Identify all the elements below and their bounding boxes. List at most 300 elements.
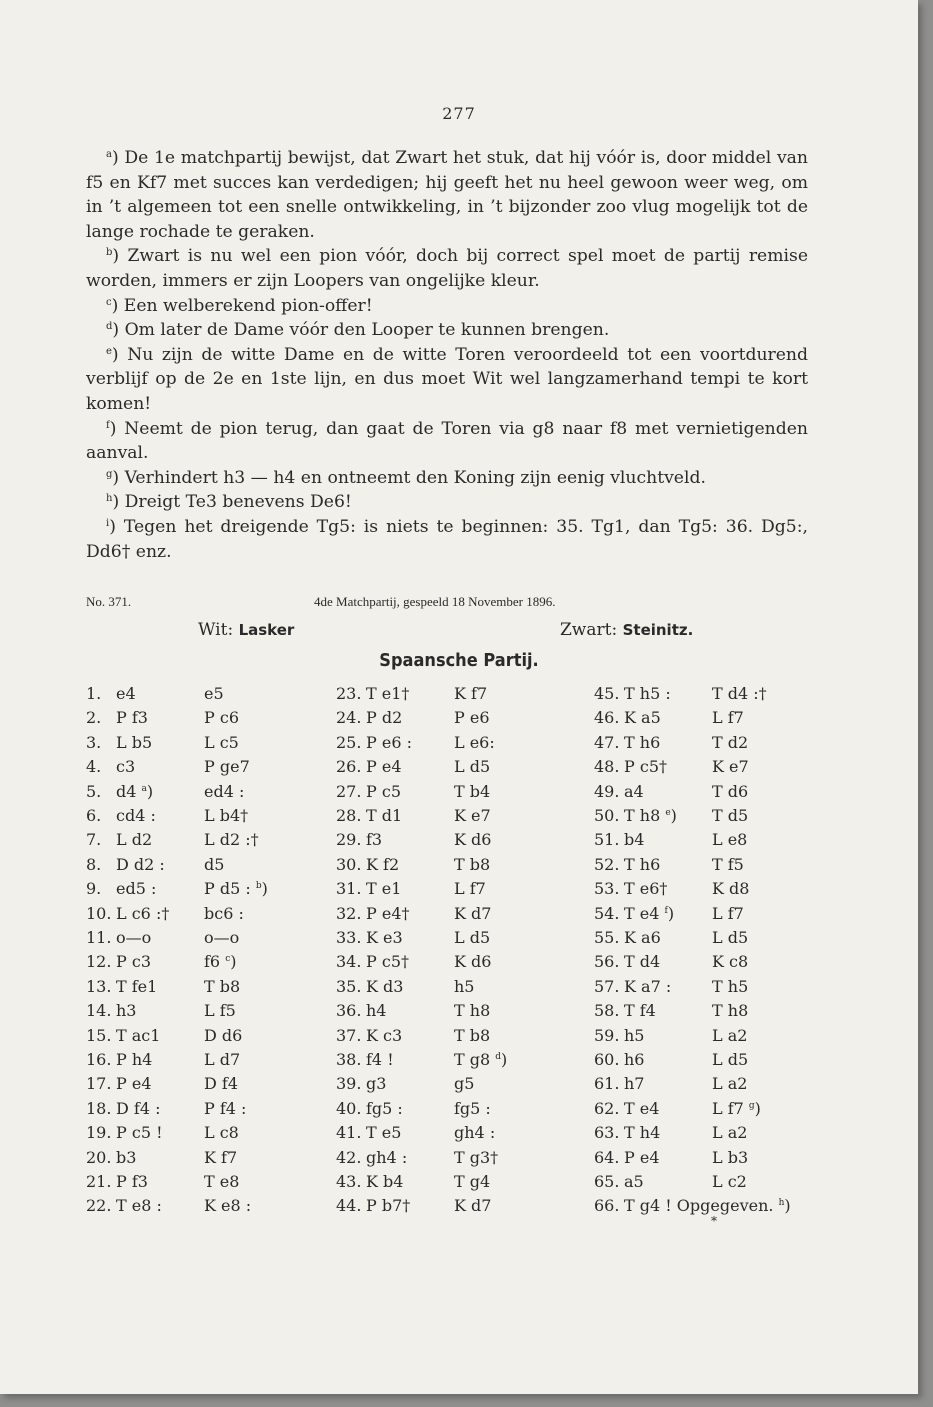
black-move-text: T d2 <box>712 732 749 752</box>
annotation-notes <box>86 146 808 564</box>
move-number-text: 54. <box>594 903 620 923</box>
move-number-text: 49. <box>594 781 620 801</box>
white-move-text: D f4 : <box>116 1098 161 1118</box>
black-move <box>712 1050 748 1069</box>
black-move <box>454 1099 491 1118</box>
move-number <box>336 1196 361 1215</box>
white-move <box>624 879 667 898</box>
move-number <box>336 782 361 801</box>
black-move <box>204 1123 239 1142</box>
white-move <box>366 782 401 801</box>
move-number <box>594 1050 619 1069</box>
move-row <box>594 1099 834 1123</box>
black-move-text: L d5 <box>712 928 749 947</box>
note-mark: i <box>106 517 110 529</box>
move-number-text: 32. <box>336 903 362 923</box>
move-number-text: 46. <box>594 708 620 728</box>
note-mark: f <box>106 419 110 431</box>
black-move-text: L d5 <box>454 757 491 777</box>
black-move-text: L d2 :† <box>204 830 259 850</box>
black-move-text: T e8 <box>204 1172 240 1191</box>
note-e: $^e$) Nu zijn de witte Dame en de witte Toren veroordeeld tot een voortdurend verblijf op de 2e en 1ste lijn, en dus moet Wit wel langzamerhand tempi te kort komen! <box>86 344 809 414</box>
white-move-text: P d2 <box>366 708 403 728</box>
move-number <box>594 1172 619 1191</box>
black-move: P d5 : $^b$) <box>204 879 268 899</box>
white-move-text: T e8 : <box>116 1196 162 1216</box>
white-move <box>366 1099 403 1118</box>
white-move-text: L b5 <box>116 732 153 752</box>
move-number-text: 25. <box>336 732 362 752</box>
move-row <box>594 1026 834 1050</box>
page-number: 277 <box>442 104 476 123</box>
white-move <box>624 1026 644 1045</box>
black-move <box>204 1099 246 1118</box>
white-move <box>366 806 402 825</box>
black-move-text: P f4 : <box>204 1098 247 1118</box>
move-number <box>86 757 101 776</box>
white-move-text: g3 <box>366 1074 387 1094</box>
white-move-text: P e4 <box>116 1074 152 1094</box>
white-move-text: h5 <box>624 1025 645 1045</box>
move-row <box>86 806 326 830</box>
move-row <box>86 1148 326 1172</box>
move-row <box>336 879 576 903</box>
note-mark: e <box>106 345 112 357</box>
white-move-text: b4 <box>624 830 645 850</box>
white-move-text: T f4 <box>624 1001 656 1021</box>
note-text: Zwart is nu wel een pion vóór, doch bij correct spel moet de partij remise worden, immers er zijn Loopers van ongelijke kleur. <box>86 246 809 291</box>
move-number <box>86 1026 111 1045</box>
move-row <box>594 757 834 781</box>
white-move <box>366 830 382 849</box>
white-move-text: T h8 <box>624 806 661 825</box>
move-number-text: 66. <box>594 1196 620 1216</box>
move-number <box>594 733 619 752</box>
game-number: No. 371. <box>86 594 132 609</box>
white-move <box>116 708 148 727</box>
white-move <box>624 757 667 776</box>
note-ref: c <box>225 954 231 965</box>
black-move-text: P ge7 <box>204 757 250 777</box>
game-event: 4de Matchpartij, gespeeld 18 November 1896. <box>314 594 556 609</box>
move-number <box>594 1148 619 1167</box>
move-number-text: 2. <box>86 708 102 728</box>
white-move: T h8 $^e$) <box>624 806 677 825</box>
move-number-text: 63. <box>594 1123 620 1143</box>
move-number-text: 16. <box>86 1050 112 1069</box>
note-text: Verhindert h3 — h4 en ontneemt den Koning zijn eenig vluchtveld. <box>124 467 706 488</box>
black-move-text: K e7 <box>712 757 749 777</box>
move-number <box>86 879 101 898</box>
move-number-text: 21. <box>86 1172 112 1191</box>
black-move-text: L f7 <box>712 903 744 923</box>
move-number <box>86 806 101 825</box>
white-move <box>116 757 135 776</box>
move-number <box>594 1026 619 1045</box>
move-row <box>336 1099 576 1123</box>
white-move-text: P h4 <box>116 1050 153 1069</box>
move-row <box>594 1050 834 1074</box>
black-move-text: T g3† <box>454 1147 499 1167</box>
white-move <box>366 855 399 874</box>
white-move-text: P c3 <box>116 952 151 972</box>
black-move <box>454 1148 498 1167</box>
move-row <box>594 733 834 757</box>
black-move-text: L f5 <box>204 1001 236 1021</box>
black-move <box>204 806 248 825</box>
note-mark: d <box>106 321 113 333</box>
white-move <box>624 684 671 703</box>
black-move-text: K c8 <box>712 952 749 972</box>
black-move-text: L f7 <box>712 1098 744 1118</box>
black-move: T g8 $^d$) <box>454 1050 508 1069</box>
black-move-text: T d4 :† <box>712 684 767 703</box>
move-number <box>594 1196 619 1215</box>
move-row <box>86 1172 326 1196</box>
white-move-text: K c3 <box>366 1025 403 1045</box>
black-move <box>454 855 490 874</box>
black-move-text: T h8 <box>454 1001 491 1021</box>
black-move-text: L e6: <box>454 732 495 752</box>
note-text: Dreigt Te3 benevens De6! <box>124 492 352 513</box>
black-move-text: o—o <box>204 928 240 947</box>
move-row <box>594 782 834 806</box>
move-row <box>86 733 326 757</box>
black-player-name: Steinitz. <box>622 621 694 639</box>
move-number-text: 40. <box>336 1098 362 1118</box>
black-move: f6 $^c$) <box>204 952 237 972</box>
black-move <box>454 952 491 971</box>
black-move-text: L d5 <box>454 928 491 947</box>
white-move <box>366 1148 407 1167</box>
white-move-text: fg5 : <box>366 1098 403 1118</box>
note-ref: h <box>778 1198 785 1209</box>
white-move <box>366 733 412 752</box>
move-row <box>336 1001 576 1025</box>
move-row <box>594 904 834 928</box>
move-number <box>86 904 111 923</box>
black-move <box>712 684 767 703</box>
black-move-text: K d6 <box>454 952 492 972</box>
move-number <box>594 904 619 923</box>
white-move <box>116 928 151 947</box>
move-number-text: 55. <box>594 928 620 947</box>
note-ref: b <box>255 881 262 892</box>
white-move-text: T h6 <box>624 732 661 752</box>
white-move <box>624 1050 644 1069</box>
move-row <box>594 952 834 976</box>
black-move-text: L a2 <box>712 1074 748 1094</box>
white-move-text: T d1 <box>366 806 403 825</box>
ornament-star: * <box>711 1214 717 1228</box>
move-row <box>336 977 576 1001</box>
white-move <box>366 708 402 727</box>
move-row <box>594 855 834 879</box>
move-number-text: 51. <box>594 830 620 850</box>
note-text: Neemt de pion terug, dan gaat de Toren via g8 naar f8 met vernietigenden aanval. <box>86 418 808 464</box>
black-move-text: T d5 <box>712 806 749 825</box>
move-number-text: 52. <box>594 854 620 874</box>
move-row <box>86 855 326 879</box>
white-move <box>116 1026 160 1045</box>
black-move <box>204 1148 237 1167</box>
move-row <box>86 977 326 1001</box>
black-move <box>454 757 490 776</box>
black-move-text: L b4† <box>204 806 249 825</box>
move-number <box>336 806 361 825</box>
move-number <box>86 952 111 971</box>
white-move-text: ed5 : <box>116 879 157 899</box>
white-move <box>116 830 152 849</box>
black-move <box>204 1074 238 1093</box>
move-number <box>86 733 101 752</box>
opening-title: Spaansche Partij. <box>379 650 539 671</box>
white-move-text: L c6 :† <box>116 903 170 923</box>
black-move-text: K e8 : <box>204 1196 252 1216</box>
move-number-text: 64. <box>594 1147 620 1167</box>
move-number <box>86 1074 111 1093</box>
white-move <box>116 1123 163 1142</box>
move-row <box>336 757 576 781</box>
white-move <box>366 1172 403 1191</box>
white-move <box>624 830 644 849</box>
black-move <box>454 830 491 849</box>
white-move-text: T e1† <box>366 684 410 703</box>
move-row <box>336 708 576 732</box>
note-mark: c <box>106 296 112 308</box>
white-move: d4 $^a$) <box>116 781 154 801</box>
move-row <box>594 928 834 952</box>
black-move <box>712 879 749 898</box>
white-move <box>366 928 403 947</box>
black-move-text: T h5 <box>712 976 749 996</box>
white-move <box>366 1196 410 1215</box>
move-row <box>336 782 576 806</box>
black-move <box>712 1074 747 1093</box>
white-move <box>366 904 410 923</box>
black-move <box>204 1172 239 1191</box>
white-move-text: T ac1 <box>116 1025 161 1045</box>
move-row <box>86 1099 326 1123</box>
white-move <box>624 1148 660 1167</box>
move-number <box>336 855 361 874</box>
black-move-text: D d6 <box>204 1025 243 1045</box>
move-row <box>86 1123 326 1147</box>
move-number-text: 13. <box>86 976 112 996</box>
move-number <box>594 708 619 727</box>
black-move <box>712 928 748 947</box>
white-move-text: T e6† <box>624 879 668 899</box>
black-move <box>454 782 490 801</box>
move-number <box>336 904 361 923</box>
black-move-text: T b8 <box>454 854 491 874</box>
white-move-text: b3 <box>116 1147 137 1167</box>
black-move-text: L c2 <box>712 1172 747 1191</box>
move-number-text: 6. <box>86 806 102 825</box>
white-move <box>116 1099 161 1118</box>
move-row <box>594 830 834 854</box>
black-move <box>454 684 487 703</box>
note-i: $^i$) Tegen het dreigende Tg5: is niets te beginnen: 35. Tg1, dan Tg5: 36. Dg5:, Dd6† enz. <box>86 516 809 562</box>
white-move-text: T e5 <box>366 1123 402 1143</box>
black-move-text: f6 <box>204 952 221 972</box>
note-h: $^h$) Dreigt Te3 benevens De6! <box>106 492 352 513</box>
move-row <box>336 684 576 708</box>
white-move-text: T h5 : <box>624 684 671 703</box>
move-row <box>594 879 834 903</box>
move-number <box>336 757 361 776</box>
black-move <box>204 928 239 947</box>
move-number <box>86 708 101 727</box>
move-number <box>336 1074 361 1093</box>
move-number <box>594 928 619 947</box>
white-move <box>116 855 165 874</box>
white-move-text: h3 <box>116 1001 137 1021</box>
move-number-text: 14. <box>86 1001 112 1021</box>
black-move <box>454 904 491 923</box>
black-move-text: L d5 <box>712 1050 749 1069</box>
white-move <box>116 904 169 923</box>
white-move-text: K b4 <box>366 1172 404 1191</box>
note-text: Om later de Dame vóór den Looper te kunnen brengen. <box>124 320 610 341</box>
white-move-text: L d2 <box>116 830 153 850</box>
white-move-text: K e3 <box>366 928 403 947</box>
move-number-text: 33. <box>336 928 362 947</box>
white-move-text: T e1 <box>366 879 402 899</box>
move-row <box>594 806 834 830</box>
move-number <box>336 1050 361 1069</box>
white-move-text: gh4 : <box>366 1147 408 1167</box>
move-number-text: 44. <box>336 1196 362 1216</box>
black-move <box>204 904 244 923</box>
move-row <box>86 879 326 903</box>
move-row <box>86 708 326 732</box>
move-number <box>336 928 361 947</box>
white-move-text: P c5 ! <box>116 1123 163 1143</box>
white-move-text: T e4 <box>624 903 660 923</box>
move-row <box>86 830 326 854</box>
white-move <box>366 757 402 776</box>
move-row <box>336 952 576 976</box>
note-c: $^c$) Een welberekend pion-offer! <box>106 295 373 316</box>
white-move <box>116 952 151 971</box>
white-move-text: d4 <box>116 781 137 801</box>
black-move-text: fg5 : <box>454 1098 491 1118</box>
black-move-text: K d7 <box>454 903 492 923</box>
move-row <box>336 904 576 928</box>
move-number-text: 35. <box>336 976 362 996</box>
white-move <box>366 684 409 703</box>
move-number <box>336 1099 361 1118</box>
black-move <box>204 1196 251 1215</box>
black-move <box>712 733 748 752</box>
black-move <box>712 1026 747 1045</box>
move-number-text: 39. <box>336 1074 362 1094</box>
move-number-text: 43. <box>336 1172 362 1191</box>
black-move-text: K f7 <box>454 684 488 703</box>
black-move <box>454 733 495 752</box>
move-number-text: 27. <box>336 781 362 801</box>
move-number-text: 34. <box>336 952 362 972</box>
black-move <box>454 1123 495 1142</box>
black-move-text: h5 <box>454 976 475 996</box>
move-number-text: 3. <box>86 732 102 752</box>
move-number <box>86 928 111 947</box>
move-number-text: 1. <box>86 684 102 703</box>
move-number <box>336 1123 361 1142</box>
move-number-text: 61. <box>594 1074 620 1094</box>
black-move <box>454 879 486 898</box>
black-move-text: K d8 <box>712 879 750 899</box>
move-number-text: 11. <box>86 928 112 947</box>
white-move-text: K f2 <box>366 854 400 874</box>
black-move-text: L a2 <box>712 1123 748 1143</box>
move-row <box>86 782 326 806</box>
move-row <box>594 1074 834 1098</box>
move-number <box>86 1196 111 1215</box>
move-row <box>86 1196 326 1220</box>
move-row <box>336 1074 576 1098</box>
note-ref: a <box>141 783 147 794</box>
note-ref: f <box>664 905 668 916</box>
move-number-text: 36. <box>336 1001 362 1021</box>
white-move <box>116 1148 136 1167</box>
note-a: $^a$) De 1e matchpartij bewijst, dat Zwart het stuk, dat hij vóór is, door middel van f5 en Kf7 met succes kan verdedigen; hij geeft het nu heel gewoon weer weg, om in ’t algemeen tot een snelle ontwikkeling, in ’t bijzonder zoo vlug mogelijk tot de lange rochade te geraken. <box>86 148 808 242</box>
move-number <box>594 879 619 898</box>
move-number <box>336 1001 361 1020</box>
move-number <box>86 830 101 849</box>
move-number-text: 59. <box>594 1025 620 1045</box>
black-move-text: L a2 <box>712 1025 748 1045</box>
black-move <box>454 928 490 947</box>
move-number-text: 24. <box>336 708 362 728</box>
note-f: $^f$) Neemt de pion terug, dan gaat de Toren via g8 naar f8 met vernietigenden aanval. <box>86 418 808 464</box>
white-move <box>366 879 401 898</box>
move-number <box>86 1172 111 1191</box>
black-move <box>204 977 240 996</box>
move-number-text: 7. <box>86 830 102 850</box>
white-move-text: c3 <box>116 757 136 777</box>
white-move-text: P c5† <box>366 952 409 972</box>
black-move <box>454 806 491 825</box>
move-number-text: 42. <box>336 1147 362 1167</box>
black-move-text: T h8 <box>712 1001 749 1021</box>
white-move <box>366 952 409 971</box>
move-row <box>594 684 834 708</box>
black-move <box>204 1026 242 1045</box>
move-row <box>336 806 576 830</box>
move-number-text: 41. <box>336 1123 362 1143</box>
black-move: L f7 $^g$) <box>712 1098 761 1118</box>
move-row <box>86 1026 326 1050</box>
move-number-text: 62. <box>594 1098 620 1118</box>
white-move-text: T h4 <box>624 1123 661 1143</box>
move-number-text: 12. <box>86 952 112 972</box>
move-row <box>336 830 576 854</box>
white-move-text: h7 <box>624 1074 645 1094</box>
move-row <box>336 733 576 757</box>
white-move <box>624 733 660 752</box>
white-move <box>624 1074 644 1093</box>
move-number <box>594 806 619 825</box>
white-move-text: P e4† <box>366 903 410 923</box>
black-move-text: T b4 <box>454 781 491 801</box>
note-mark: b <box>106 247 113 259</box>
move-row <box>336 1026 576 1050</box>
black-move <box>454 977 474 996</box>
move-number <box>336 733 361 752</box>
black-move-text: D f4 <box>204 1074 239 1094</box>
